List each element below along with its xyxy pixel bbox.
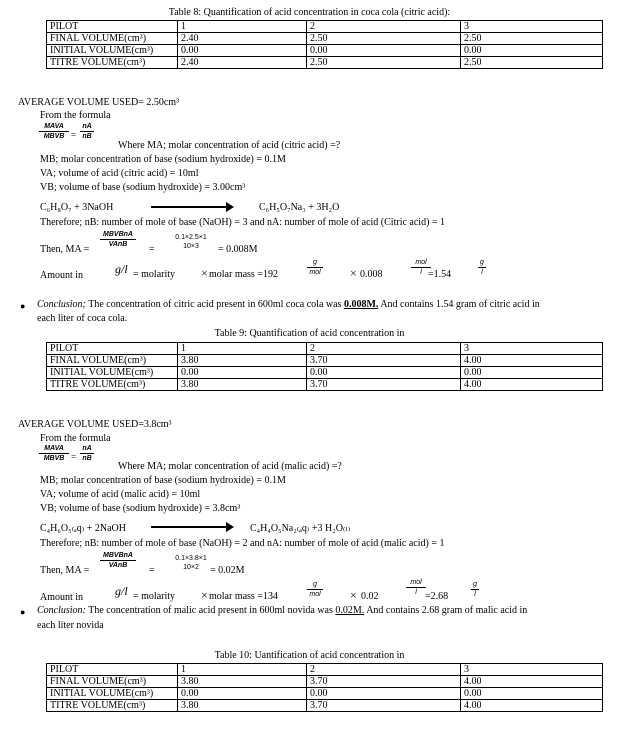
value-cell: 0.00 — [178, 367, 307, 379]
value-cell: 1 — [178, 21, 307, 33]
average-volume-1: AVERAGE VOLUME USED= 2.50cm³ — [18, 97, 180, 108]
molarity-1: = molarity — [133, 269, 176, 280]
value-cell: 2.40 — [178, 33, 307, 45]
bullet-icon: ● — [20, 607, 26, 617]
conclusion-line2-2: each liter novida — [37, 620, 104, 631]
conclusion-text: And contains 1.54 gram of citric acid in — [378, 299, 540, 310]
value-cell: 2 — [307, 343, 461, 355]
ma-result-1: = 0.008M — [218, 244, 258, 255]
value-cell: 3.70 — [307, 676, 461, 688]
value-cell: 4.00 — [461, 676, 603, 688]
value-cell: 4.00 — [461, 379, 603, 391]
value-cell: 2.40 — [178, 57, 307, 69]
value-cell: 4.00 — [461, 700, 603, 712]
frac-num: g — [478, 259, 486, 268]
frac-num: MAVA — [39, 123, 69, 132]
frac-den: nB — [82, 133, 92, 140]
g-per-mol-2 — [307, 581, 323, 598]
frac-den: 10×2 — [183, 564, 199, 571]
conclusion-1 — [37, 300, 540, 310]
times-icon: × — [201, 266, 208, 280]
row-label-cell: TITRE VOLUME(cm³) — [47, 700, 178, 712]
row-label-cell: INITIAL VOLUME(cm³) — [47, 45, 178, 57]
table9-caption: Table 9: Quantification of acid concentration in — [214, 328, 405, 339]
then-label-1: Then, MA = — [40, 244, 90, 255]
formula-equals-1: = — [71, 130, 77, 140]
table-row — [47, 700, 603, 712]
value-cell: 0.00 — [461, 688, 603, 700]
frac-den: l — [481, 269, 483, 276]
frac-num: g — [307, 581, 323, 590]
g-per-l-2: g/l — [115, 584, 128, 598]
value-cell: 3.80 — [178, 676, 307, 688]
frac-num: g — [307, 259, 323, 268]
conc-value-2: 0.02 — [361, 591, 379, 602]
times-icon: × — [350, 266, 357, 280]
frac-den: mol — [309, 269, 321, 276]
formula-frac-left-2 — [39, 445, 69, 462]
frac-num: MBVBnA — [100, 231, 136, 240]
table-row — [47, 355, 603, 367]
value-cell: 1 — [178, 664, 307, 676]
average-volume-2: AVERAGE VOLUME USED=3.8cm³ — [18, 419, 172, 430]
value-cell: 3 — [461, 343, 603, 355]
from-formula-1: From the formula — [40, 110, 111, 121]
table-row — [47, 57, 603, 69]
conc-value-1: 0.008 — [360, 269, 383, 280]
formula-equals-2: = — [71, 452, 77, 462]
amount-in-1: Amount in — [40, 270, 84, 281]
conclusion-value: 0.02M. — [335, 605, 365, 616]
value-cell: 3.70 — [307, 379, 461, 391]
formula-frac-right-1 — [80, 123, 94, 140]
value-cell: 2 — [307, 664, 461, 676]
frac-num: mol — [406, 579, 426, 588]
table-row — [47, 688, 603, 700]
frac-den: l — [415, 589, 417, 596]
frac-den: mol — [309, 591, 321, 598]
value-cell: 1 — [178, 343, 307, 355]
calc-frac-2 — [170, 555, 212, 571]
where-ma-2: Where MA; molar concentration of acid (malic acid) =? — [118, 461, 342, 472]
value-cell: 0.00 — [461, 45, 603, 57]
value-cell: 2.50 — [461, 33, 603, 45]
therefore-line-2: Therefore; nB: number of mole of base (NaOH) = 2 and nA: number of mole of acid (malic acid) = 1 — [40, 538, 445, 549]
from-formula-2: From the formula — [40, 433, 111, 444]
row-label-cell: PILOT — [47, 343, 178, 355]
frac-num: MBVBnA — [100, 552, 136, 561]
reaction-arrow-icon — [151, 206, 232, 208]
row-label-cell: INITIAL VOLUME(cm³) — [47, 367, 178, 379]
vb-line-2: VB; volume of base (sodium hydroxide) = 3.8cm³ — [40, 503, 241, 514]
then-frac-1 — [100, 231, 136, 248]
value-cell: 3.70 — [307, 700, 461, 712]
value-cell: 3.80 — [178, 355, 307, 367]
equation-left-2: C₄H₆O₅₍ₐq₎ + 2NaOH — [40, 523, 126, 534]
frac-num: nA — [80, 445, 94, 454]
value-cell: 2 — [307, 21, 461, 33]
formula-frac-left-1 — [39, 123, 69, 140]
conclusion-text: The concentration of malic acid present in 600ml novida was — [85, 605, 336, 616]
then-frac-2 — [100, 552, 136, 569]
table8-caption: Table 8: Quantification of acid concentration in coca cola (citric acid): — [168, 7, 451, 18]
g-per-mol-1 — [307, 259, 323, 276]
equation-right-2: C₄H₄O₅Na₂₍ₐq₎ +3 H₂O₍ₗ₎ — [250, 523, 351, 534]
value-cell: 0.00 — [307, 367, 461, 379]
frac-den: MBVB — [43, 133, 65, 140]
amount-result-2: =2.68 — [425, 591, 449, 602]
frac-num: g — [471, 581, 479, 590]
row-label-cell: TITRE VOLUME(cm³) — [47, 57, 178, 69]
frac-den: l — [420, 269, 422, 276]
row-label-cell: FINAL VOLUME(cm³) — [47, 33, 178, 45]
frac-den: l — [474, 591, 476, 598]
table-row — [47, 367, 603, 379]
vb-line-1: VB; volume of base (sodium hydroxide) = 3.00cm³ — [40, 182, 246, 193]
molar-mass-1: molar mass =192 — [209, 269, 278, 280]
table-row — [47, 379, 603, 391]
molarity-2: = molarity — [133, 591, 176, 602]
then-label-2: Then, MA = — [40, 565, 90, 576]
conclusion-text: The concentration of citric acid present in 600ml coca cola was — [85, 299, 344, 310]
ma-result-2: = 0.02M — [210, 565, 245, 576]
frac-num: 0.1×3.8×1 — [175, 555, 207, 562]
row-label-cell: TITRE VOLUME(cm³) — [47, 379, 178, 391]
therefore-line-1: Therefore; nB: number of mole of base (NaOH) = 3 and nA: number of mole of acid (Citric acid) = 1 — [40, 217, 446, 228]
bullet-icon: ● — [20, 301, 26, 311]
va-line-2: VA; volume of acid (malic acid) = 10ml — [40, 489, 201, 500]
table-row — [47, 21, 603, 33]
value-cell: 2.50 — [461, 57, 603, 69]
frac-num: 0.1×2.5×1 — [175, 234, 207, 241]
table9 — [46, 342, 603, 391]
then-equals-1: = — [149, 244, 155, 255]
value-cell: 3.80 — [178, 700, 307, 712]
times-icon: × — [201, 588, 208, 602]
value-cell: 2.50 — [307, 57, 461, 69]
value-cell: 0.00 — [307, 688, 461, 700]
table-row — [47, 343, 603, 355]
value-cell: 3.80 — [178, 379, 307, 391]
amount-in-2: Amount in — [40, 592, 84, 603]
table-row — [47, 33, 603, 45]
frac-num: nA — [80, 123, 94, 132]
conclusion-label: Conclusion: — [37, 605, 86, 616]
mb-line-2: MB; molar concentration of base (sodium hydroxide) = 0.1M — [40, 475, 286, 486]
va-line-1: VA; volume of acid (citric acid) = 10ml — [40, 168, 199, 179]
equation-left-1: C₆H₈O₇ + 3NaOH — [40, 202, 114, 213]
then-equals-2: = — [149, 565, 155, 576]
conclusion-label: Conclusion; — [37, 299, 86, 310]
value-cell: 0.00 — [461, 367, 603, 379]
table10 — [46, 663, 603, 712]
value-cell: 4.00 — [461, 355, 603, 367]
table10-caption: Table 10: Uantification of acid concentration in — [214, 650, 405, 661]
value-cell: 0.00 — [307, 45, 461, 57]
row-label-cell: FINAL VOLUME(cm³) — [47, 676, 178, 688]
equation-right-1: C₆H₅O₇Na₃ + 3H₂O — [259, 202, 340, 213]
value-cell: 3.70 — [307, 355, 461, 367]
frac-num: MAVA — [39, 445, 69, 454]
frac-den: 10×3 — [183, 243, 199, 250]
amount-result-1: =1.54 — [428, 269, 452, 280]
conclusion-value: 0.008M. — [343, 299, 379, 310]
value-cell: 3 — [461, 21, 603, 33]
row-label-cell: INITIAL VOLUME(cm³) — [47, 688, 178, 700]
g-per-l-frac-2 — [471, 581, 479, 598]
times-icon: × — [350, 588, 357, 602]
conclusion-text: And contains 2.68 gram of malic acid in — [364, 605, 528, 616]
where-ma-1: Where MA; molar concentration of acid (citric acid) =? — [118, 140, 341, 151]
frac-den: MBVB — [43, 455, 65, 462]
frac-num: mol — [411, 259, 431, 268]
table-row — [47, 45, 603, 57]
formula-frac-right-2 — [80, 445, 94, 462]
reaction-arrow-icon — [151, 526, 232, 528]
value-cell: 0.00 — [178, 45, 307, 57]
conclusion-2 — [37, 606, 527, 616]
row-label-cell: PILOT — [47, 21, 178, 33]
value-cell: 0.00 — [178, 688, 307, 700]
table-row — [47, 676, 603, 688]
g-per-l-1: g/l — [115, 262, 128, 276]
value-cell: 3 — [461, 664, 603, 676]
frac-den: VAnB — [108, 241, 128, 248]
molar-mass-2: molar mass =134 — [209, 591, 278, 602]
conclusion-line2-1: each liter of coca cola. — [37, 313, 128, 324]
row-label-cell: FINAL VOLUME(cm³) — [47, 355, 178, 367]
row-label-cell: PILOT — [47, 664, 178, 676]
calc-frac-1 — [170, 234, 212, 250]
mol-per-l-2 — [406, 579, 426, 596]
g-per-l-frac-1 — [478, 259, 486, 276]
mb-line-1: MB; molar concentration of base (sodium hydroxide) = 0.1M — [40, 154, 286, 165]
table8 — [46, 20, 603, 69]
value-cell: 2.50 — [307, 33, 461, 45]
frac-den: nB — [82, 455, 92, 462]
frac-den: VAnB — [108, 562, 128, 569]
table-row — [47, 664, 603, 676]
